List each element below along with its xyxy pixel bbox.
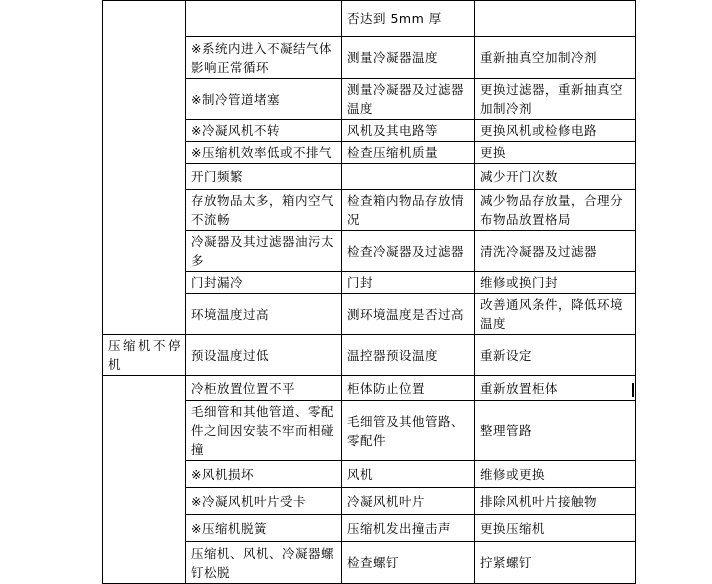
cause-cell: 预设温度过低 (186, 335, 342, 376)
cause-cell: ※系统内进入不凝结气体影响正常循环 (186, 37, 342, 79)
cause-cell: 压缩机、风机、冷凝器螺钉松脱 (186, 542, 342, 584)
cause-cell: 冷凝器及其过滤器油污太多 (186, 231, 342, 272)
remedy-cell: 减少开门次数 (475, 164, 636, 190)
cause-cell: ※冷凝风机叶片受卡 (186, 488, 342, 515)
check-cell: 检查箱内物品存放情况 (342, 190, 475, 231)
remedy-cell: 重新放置柜体 (475, 376, 636, 401)
remedy-cell: 整理管路 (475, 401, 636, 461)
check-cell (342, 164, 475, 190)
remedy-cell: 排除风机叶片接触物 (475, 488, 636, 515)
cause-cell: 环境温度过高 (186, 294, 342, 335)
text-cursor (632, 383, 634, 397)
cause-cell: ※制冷管道堵塞 (186, 79, 342, 120)
fault-table (102, 0, 636, 584)
remedy-cell: 更换 (475, 142, 636, 164)
cause-cell: ※压缩机效率低或不排气 (186, 142, 342, 164)
cause-cell: ※冷凝风机不转 (186, 120, 342, 142)
remedy-cell: 重新设定 (475, 335, 636, 376)
remedy-cell: 改善通风条件，降低环境温度 (475, 294, 636, 335)
table-row (103, 376, 636, 401)
remedy-cell: 重新抽真空加制冷剂 (475, 37, 636, 79)
check-cell: 冷凝风机叶片 (342, 488, 475, 515)
cause-cell (186, 1, 342, 37)
remedy-cell: 更换压缩机 (475, 515, 636, 542)
check-cell: 否达到 5mm 厚 (342, 1, 475, 37)
check-cell: 测量冷凝器温度 (342, 37, 475, 79)
cause-cell: ※风机损坏 (186, 461, 342, 488)
check-cell: 检查螺钉 (342, 542, 475, 584)
remedy-cell: 更换风机或检修电路 (475, 120, 636, 142)
cause-cell: 门封漏冷 (186, 272, 342, 294)
cause-cell: 开门频繁 (186, 164, 342, 190)
cause-cell: 冷柜放置位置不平 (186, 376, 342, 401)
check-cell: 检查压缩机质量 (342, 142, 475, 164)
check-cell: 压缩机发出撞击声 (342, 515, 475, 542)
check-cell: 门封 (342, 272, 475, 294)
check-cell: 测环境温度是否过高 (342, 294, 475, 335)
fault-mode-cell: 压缩机不停机 (103, 335, 186, 376)
table-row (103, 335, 636, 376)
remedy-cell: 拧紧螺钉 (475, 542, 636, 584)
remedy-cell: 维修或更换 (475, 461, 636, 488)
remedy-cell: 减少物品存放量，合理分布物品放置格局 (475, 190, 636, 231)
check-cell: 检查冷凝器及过滤器 (342, 231, 475, 272)
remedy-cell: 清洗冷凝器及过滤器 (475, 231, 636, 272)
remedy-cell: 更换过滤器，重新抽真空加制冷剂 (475, 79, 636, 120)
check-cell: 风机 (342, 461, 475, 488)
cause-cell: ※压缩机脱簧 (186, 515, 342, 542)
cause-cell: 存放物品太多，箱内空气不流畅 (186, 190, 342, 231)
fault-mode-cell (103, 376, 186, 584)
check-cell: 测量冷凝器及过滤器温度 (342, 79, 475, 120)
check-cell: 毛细管及其他管路、零配件 (342, 401, 475, 461)
table-row (103, 1, 636, 37)
check-cell: 温控器预设温度 (342, 335, 475, 376)
check-cell: 柜体防止位置 (342, 376, 475, 401)
cause-cell: 毛细管和其他管道、零配件之间因安装不牢而相碰撞 (186, 401, 342, 461)
remedy-cell: 维修或换门封 (475, 272, 636, 294)
check-cell: 风机及其电路等 (342, 120, 475, 142)
fault-mode-cell (103, 1, 186, 335)
remedy-cell (475, 1, 636, 37)
